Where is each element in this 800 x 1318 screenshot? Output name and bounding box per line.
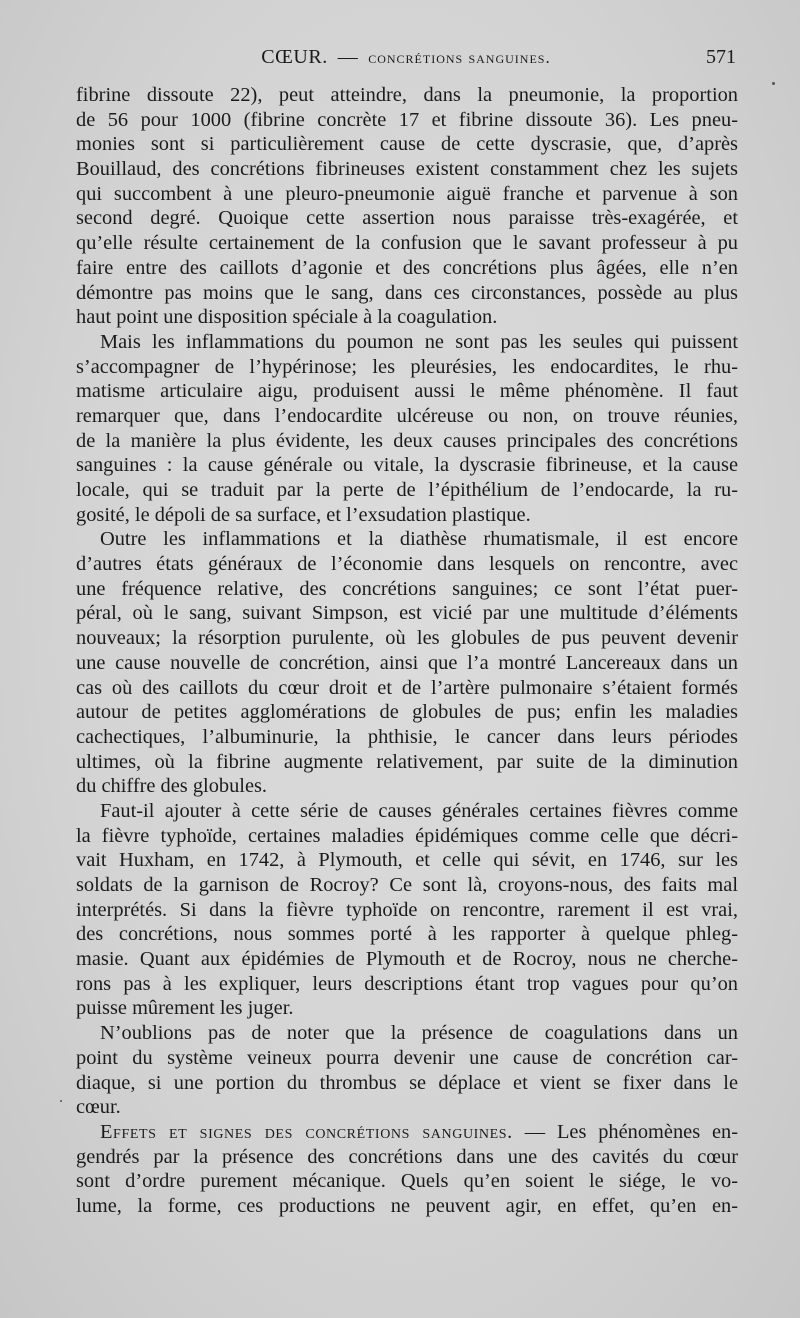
text-line: Bouillaud, des concrétions fibrineuses existent constamment chez les sujets (76, 158, 738, 181)
text-line: de la manière la plus évidente, les deux causes principales des concrétions (76, 429, 738, 452)
text-line: démontre pas moins que le sang, dans ces circonstances, possède au plus (76, 281, 738, 304)
text-line: masie. Quant aux épidémies de Plymouth et de Rocroy, nous ne cherche- (76, 948, 738, 971)
text-line: sanguines : la cause générale ou vitale, la dyscrasie fibrineuse, et la cause (76, 454, 738, 477)
text-line: vait Huxham, en 1742, à Plymouth, et celle qui sévit, en 1746, sur les (76, 849, 738, 872)
text-line: d’autres états généraux de l’économie dans lesquels on rencontre, avec (76, 553, 738, 576)
text-line: qui succombent à une pleuro-pneumonie aiguë franche et parvenue à son (76, 182, 738, 205)
text-line: faire entre des caillots d’agonie et des concrétions plus âgées, elle n’en (76, 256, 738, 279)
paragraph-start-line: Faut-il ajouter à cette série de causes générales certaines fièvres comme (100, 799, 738, 822)
text-line: soldats de la garnison de Rocroy? Ce sont là, croyons-nous, des faits mal (76, 874, 738, 896)
paragraph-start-line: Outre les inflammations et la diathèse rhumatismale, il est encore (100, 528, 738, 551)
text-line: s’accompagner de l’hypérinose; les pleurésies, les endocardites, le rhu- (76, 355, 738, 378)
text-line: haut point une disposition spéciale à la coagulation. (76, 306, 498, 329)
section-heading-continuation: — Les phénomènes en- (524, 1120, 738, 1143)
text-line: monies sont si particulièrement cause de cette dyscrasie, que, d’après (76, 133, 738, 156)
running-title-dash: — (337, 46, 359, 68)
print-speck (772, 82, 775, 85)
section-heading: Effets et signes des concrétions sanguines. (100, 1120, 513, 1143)
print-speck (60, 1100, 62, 1102)
text-line: cachectiques, l’albuminurie, la phthisie, le cancer dans leurs périodes (76, 725, 738, 748)
text-line: gendrés par la présence des concrétions dans une des cavités du cœur (76, 1145, 738, 1168)
text-line: puisse mûrement les juger. (76, 997, 294, 1020)
text-line: lume, la forme, ces productions ne peuvent agir, en effet, qu’en en- (76, 1194, 738, 1217)
text-line: cas où des caillots du cœur droit et de l’artère pulmonaire s’étaient formés (76, 676, 738, 699)
text-line: de 56 pour 1000 (fibrine concrète 17 et fibrine dissoute 36). Les pneu- (76, 108, 738, 131)
text-line: matisme articulaire aigu, produisent aussi le même phénomène. Il faut (76, 380, 738, 403)
text-line: autour de petites agglomérations de globules de pus; enfin les maladies (76, 701, 738, 724)
running-title-sub: concrétions sanguines. (368, 48, 551, 67)
page-number: 571 (706, 46, 736, 68)
text-line: point du système veineux pourra devenir une cause de concrétion car- (76, 1046, 738, 1069)
text-line: du chiffre des globules. (76, 775, 268, 798)
text-line: rons pas à les expliquer, leurs descriptions étant trop vagues pour qu’on (76, 972, 738, 995)
running-title-main: CŒUR. (261, 46, 328, 68)
text-line: fibrine dissoute 22), peut atteindre, dans la pneumonie, la proportion (76, 84, 738, 106)
text-line: péral, où le sang, suivant Simpson, est vicié par une multitude d’éléments (76, 602, 738, 625)
text-line: nouveaux; la résorption purulente, où les globules de pus peuvent devenir (76, 627, 738, 650)
text-line: diaque, si une portion du thrombus se déplace et vient se fixer dans le (76, 1071, 738, 1094)
paragraph-start-line: Mais les inflammations du poumon ne sont pas les seules qui puissent (100, 330, 738, 353)
running-title (76, 46, 736, 69)
text-line: remarquer que, dans l’endocardite ulcéreuse ou non, on trouve réunies, (76, 404, 738, 427)
text-line: locale, qui se traduit par la perte de l’épithélium de l’endocarde, la ru- (76, 479, 738, 501)
paragraph-start-line: N’oublions pas de noter que la présence de coagulations dans un (100, 1022, 738, 1045)
text-line: gosité, le dépoli de sa surface, et l’exsudation plastique. (76, 503, 531, 526)
text-line: sont d’ordre purement mécanique. Quels qu’en soient le siége, le vo- (76, 1170, 738, 1193)
text-line: ultimes, où la fibrine augmente relativement, par suite de la diminution (76, 750, 738, 773)
page-header (76, 46, 736, 76)
text-line: interprétés. Si dans la fièvre typhoïde on rencontre, rarement il est vrai, (76, 898, 738, 921)
text-line: la fièvre typhoïde, certaines maladies épidémiques comme celle que décri- (76, 824, 738, 847)
text-line: une cause nouvelle de concrétion, ainsi que l’a montré Lancereaux dans un (76, 651, 738, 674)
text-line: des concrétions, nous sommes porté à les rapporter à quelque phleg- (76, 923, 738, 946)
body-text (76, 83, 738, 1219)
text-line: second degré. Quoique cette assertion nous paraisse très-exagérée, et (76, 207, 738, 230)
text-line: une fréquence relative, des concrétions sanguines; ce sont l’état puer- (76, 577, 738, 600)
text-line: cœur. (76, 1096, 121, 1119)
section-heading-line (76, 1120, 738, 1145)
text-line: qu’elle résulte certainement de la confusion que le savant professeur à pu (76, 232, 738, 255)
